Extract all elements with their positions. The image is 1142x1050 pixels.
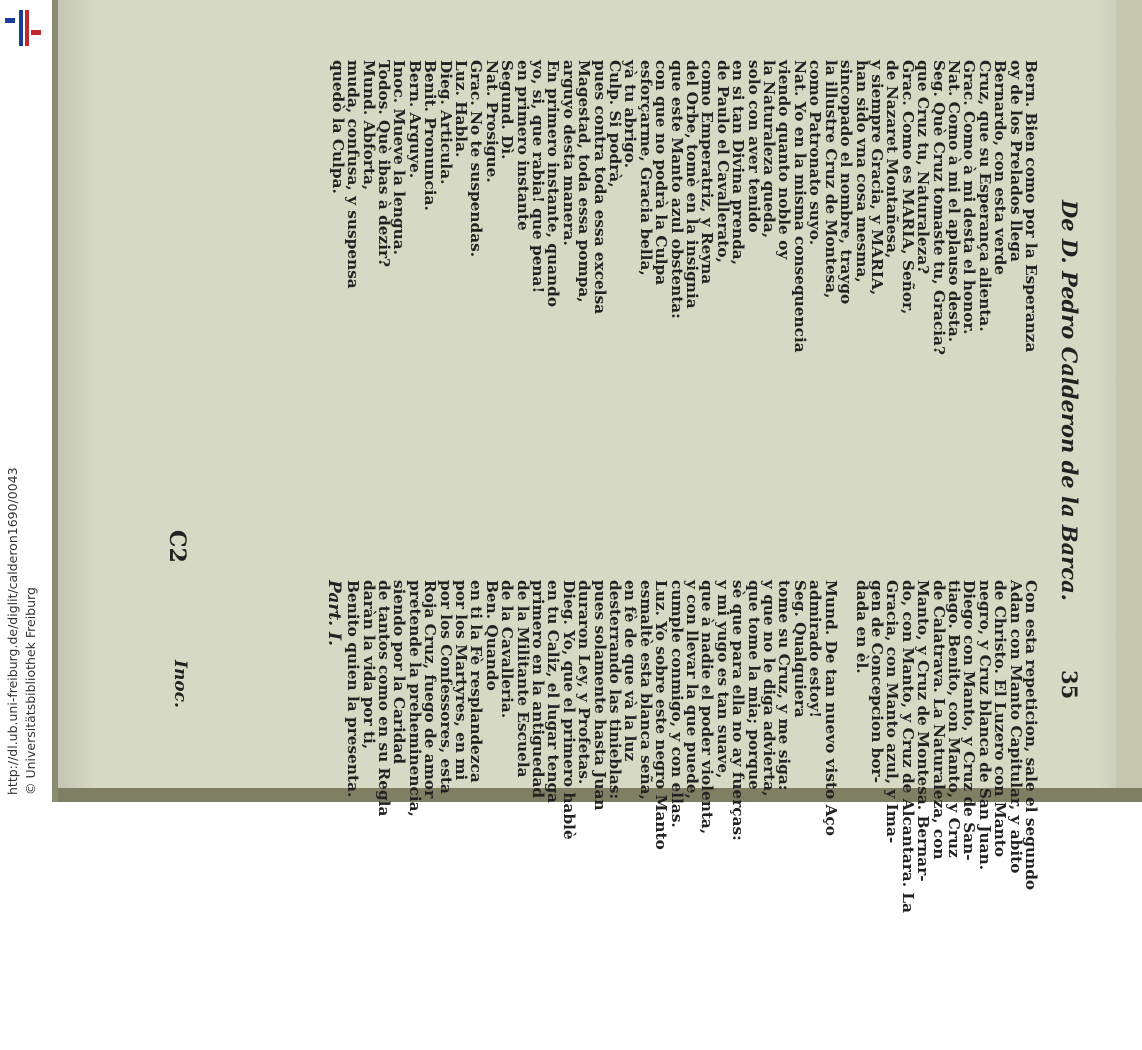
text-line: en tu Caliz, el lugar tenga xyxy=(544,580,563,804)
text-line: yo, si, que rabia! que pena! xyxy=(529,60,547,294)
text-line: En primero instante, quando xyxy=(544,60,563,308)
text-line: Manto, y Cruz de Montesa. Bernar- xyxy=(914,580,933,882)
text-line: Bern. Bien como por la Esperanza xyxy=(1022,60,1040,353)
text-line: Roja Cruz, fuego de amor xyxy=(421,580,440,799)
text-line: Dieg. Yo, que el primero hablè xyxy=(559,580,578,840)
signature-mark: C2 xyxy=(164,530,190,563)
text-line: que Cruz tu, Naturaleza? xyxy=(914,60,933,275)
text-line: Benito quien la presenta. xyxy=(344,580,363,798)
text-line: la Naturaleza queda, xyxy=(760,60,779,239)
text-line: Gracia, con Manto azul, y Ima- xyxy=(883,580,902,844)
text-line: han sido vna cosa mesma, xyxy=(852,60,871,283)
text-line: Todos. Què ibas à dezir? xyxy=(374,60,393,268)
text-line: Seg. Qualquiera xyxy=(790,580,809,718)
text-line: Grac. Como à mi desta el honor. xyxy=(960,60,979,335)
page-text xyxy=(92,60,1082,914)
text-line: pretende la preheminencia, xyxy=(405,580,424,817)
text-line: Grac. No te suspendas. xyxy=(467,60,486,258)
text-line: yà tu abrigo. xyxy=(621,60,640,169)
viewer-sidebar xyxy=(0,0,52,802)
text-line: por los Confessores, esta xyxy=(436,580,455,794)
text-line: y mi yugo es tan suave, xyxy=(713,580,732,779)
text-line: en fè de que và la luz xyxy=(621,580,640,762)
text-line: cumple conmigo, y con ellas. xyxy=(667,580,686,828)
text-line: y con llevar la que puede, xyxy=(683,580,702,799)
text-line: Con esta repeticion, sale el segundo xyxy=(1022,580,1040,891)
text-line: oy de los Prelados llega xyxy=(1006,60,1025,262)
text-line: tome su Cruz, y me siga: xyxy=(775,580,794,791)
text-line: viendo quanto noble oy xyxy=(775,60,794,260)
text-line: muda, confusa, y suspensa xyxy=(344,60,363,289)
text-column-right xyxy=(329,60,1038,530)
text-line: tiago. Benito, con Manto, y Cruz xyxy=(944,580,963,858)
text-line: como Emperatriz, y Reyna xyxy=(698,60,717,285)
text-line: Dieg. Articula. xyxy=(436,60,455,185)
text-line: por los Martyres, en mi xyxy=(451,580,470,781)
text-line: de la Cavalleria. xyxy=(498,580,517,719)
text-line: del Orbe, tomè en la insignia xyxy=(683,60,702,309)
text-line: Luz. Yo sobre este negro Manto xyxy=(652,580,671,850)
text-column-left xyxy=(325,580,1038,1050)
text-line: en ti la Fè resplandezca xyxy=(467,580,486,783)
text-line: en si tan Divina prenda, xyxy=(729,60,748,266)
text-line: de Christo. El Luzero con Manto xyxy=(991,580,1010,858)
text-line: con que no podrà la Culpa xyxy=(652,60,671,286)
page-margin xyxy=(1116,0,1142,802)
text-line: Culp. Si podrà, xyxy=(606,60,625,188)
text-line: Nat. Prosigue. xyxy=(482,60,501,183)
text-line: Nat. Como à mi el aplauso desta. xyxy=(944,60,963,343)
text-line: negro, y Cruz blanca de San Juan. xyxy=(975,580,994,871)
text-line: Bern. Arguye. xyxy=(405,60,424,179)
text-line: de Calatrava. La Naturaleza, con xyxy=(929,580,948,860)
text-line: esmaltè esta blanca seña, xyxy=(636,580,655,800)
text-line: esforçarme, Gracia bella, xyxy=(636,60,655,276)
text-line: Ben. Quando xyxy=(482,580,501,691)
text-line: gen de Concepcion bor- xyxy=(867,580,886,783)
text-line: quedò la Culpa. xyxy=(328,60,347,194)
text-line: que à nadie el poder violenta, xyxy=(698,580,717,835)
copyright-credit xyxy=(4,15,44,795)
text-line: de Nazaret Montañesa, xyxy=(883,60,902,259)
text-line: siendo por la Caridad xyxy=(390,580,409,765)
text-line: sincopado el nombre, traygo xyxy=(837,60,856,305)
text-line: Segund. Dì. xyxy=(498,60,517,160)
text-line: Nat. Yo en la misma consequencia xyxy=(790,60,809,353)
copyright-notice: © Universitätsbibliothek Freiburg xyxy=(23,587,38,795)
header-title: De D. Pedro Calderon de la Barca. xyxy=(1057,200,1082,601)
text-line: Benit. Pronuncia. xyxy=(421,60,440,211)
page-shadow xyxy=(52,0,58,802)
text-line: Luz. Habla. xyxy=(451,60,470,158)
text-line: que tome la mia; porque xyxy=(744,580,763,790)
source-url[interactable]: http://dl.ub.uni-freiburg.de/diglit/calderon1690/0043 xyxy=(5,467,20,795)
page-number: 35 xyxy=(1057,670,1082,700)
text-line: Inoc. Mueve la lengua. xyxy=(390,60,409,255)
running-header xyxy=(1048,60,1082,750)
text-line: como Patronato suyo. xyxy=(806,60,825,246)
text-line: dada en èl. xyxy=(852,580,871,674)
text-line: do, con Manto, y Cruz de Alcantara. La xyxy=(898,580,917,914)
part-label: Part. I. xyxy=(323,580,344,646)
text-line: Adan con Manto Capitular, y abito xyxy=(1006,580,1025,874)
text-line: la illustre Cruz de Montesa, xyxy=(821,60,840,299)
text-line: sè que para ella no ay fuerças: xyxy=(729,580,748,841)
text-line: admirado estoy! xyxy=(806,580,825,719)
text-line: de Paulo el Cavallerato, xyxy=(713,60,732,263)
text-line: Diego con Manto, y Cruz de San- xyxy=(960,580,979,861)
text-line: Grac. Como es MARIA, Señor, xyxy=(898,60,917,315)
text-line: pues solamente hasta Juan xyxy=(590,580,609,811)
text-line: y siempre Gracia, y MARIA, xyxy=(867,60,886,296)
text-line: de tantos como en su Regla xyxy=(374,580,393,817)
text-line: de la Militante Escuela xyxy=(513,580,532,778)
text-line: Cruz, que su Esperança alienta. xyxy=(975,60,994,332)
text-line xyxy=(838,580,853,1050)
catchword: Inoc. xyxy=(170,660,190,708)
text-line: Mund. De tan nuevo visto Aço xyxy=(821,580,840,836)
text-line: primero en la antiguedad xyxy=(529,580,547,799)
text-line: que este Manto azul obstenta: xyxy=(667,60,686,319)
text-line: duraron Ley, y Profetas. xyxy=(575,580,594,785)
text-line: Bernardo, con esta verde xyxy=(991,60,1010,276)
text-line: en primero instante xyxy=(513,60,532,231)
text-line: desterrando las tinieblas: xyxy=(606,580,625,800)
text-line: Mund. Abforta, xyxy=(359,60,378,191)
text-line: pues contra toda essa excelsa xyxy=(590,60,609,315)
text-line: arguyo desta manera. xyxy=(559,60,578,246)
text-line: y que no le diga advierta, xyxy=(760,580,779,797)
text-line: solo con aver tenido xyxy=(744,60,763,233)
text-line: Seg. Què Cruz tomaste tu, Gracia? xyxy=(929,60,948,355)
text-line: daràn la vida por ti, xyxy=(359,580,378,750)
text-line: Magestad, toda essa pompa, xyxy=(575,60,594,303)
